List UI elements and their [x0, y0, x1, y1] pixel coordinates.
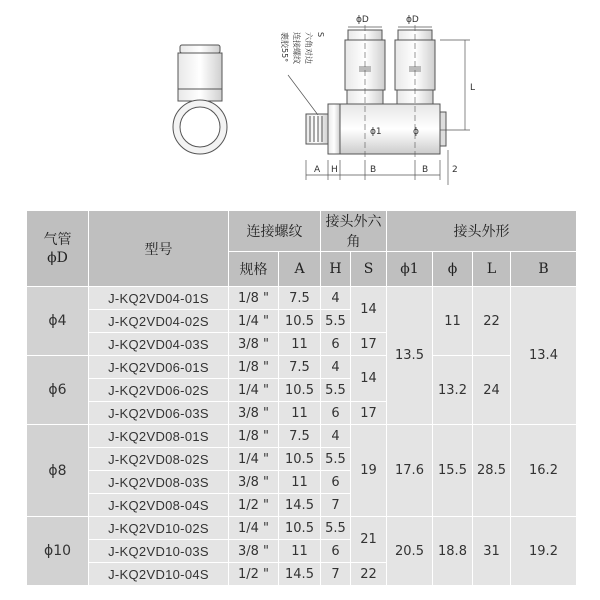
- label-hex: 六角对边: [304, 32, 313, 64]
- label-B1: B: [370, 165, 377, 175]
- model-cell: J-KQ2VD10-02S: [89, 517, 229, 540]
- model-cell: J-KQ2VD06-03S: [89, 402, 229, 425]
- model-cell: J-KQ2VD04-01S: [89, 287, 229, 310]
- tube-size: ϕ8: [27, 425, 89, 517]
- a-cell: 10.5: [279, 379, 321, 402]
- label-B2: B: [422, 165, 429, 175]
- h-cell: 6: [321, 540, 351, 563]
- table-row: [27, 287, 577, 310]
- a-cell: 7.5: [279, 287, 321, 310]
- a-cell: 11: [279, 333, 321, 356]
- header-S: S: [351, 252, 387, 287]
- technical-drawing: [0, 0, 600, 200]
- s-cell: 17: [351, 402, 387, 425]
- h-cell: 5.5: [321, 448, 351, 471]
- fitting-drawing-svg: [0, 0, 600, 200]
- spec-cell: 1/4 ": [229, 379, 279, 402]
- model-cell: J-KQ2VD06-02S: [89, 379, 229, 402]
- side-view: [173, 45, 227, 154]
- spec-cell: 3/8 ": [229, 333, 279, 356]
- a-cell: 7.5: [279, 356, 321, 379]
- b-cell: 19.2: [511, 517, 577, 586]
- h-cell: 7: [321, 563, 351, 586]
- h-cell: 5.5: [321, 379, 351, 402]
- spec-cell: 3/8 ": [229, 402, 279, 425]
- spec-cell: 1/4 ": [229, 517, 279, 540]
- label-S: S: [316, 32, 325, 38]
- spec-cell: 1/8 ": [229, 287, 279, 310]
- model-cell: J-KQ2VD08-04S: [89, 494, 229, 517]
- label-L: L: [470, 83, 476, 93]
- header-model: 型号: [89, 211, 229, 287]
- tube-size: ϕ10: [27, 517, 89, 586]
- label-two: 2: [452, 165, 458, 175]
- l-cell: 31: [473, 517, 511, 586]
- b-cell: 16.2: [511, 425, 577, 517]
- phi-cell: 13.2: [433, 356, 473, 425]
- header-hex-group: 接头外六角: [321, 211, 387, 252]
- h-cell: 4: [321, 356, 351, 379]
- phi1-cell: 13.5: [387, 287, 433, 425]
- a-cell: 7.5: [279, 425, 321, 448]
- header-phi1: ϕ1: [387, 252, 433, 287]
- a-cell: 11: [279, 540, 321, 563]
- h-cell: 5.5: [321, 517, 351, 540]
- spec-cell: 1/8 ": [229, 425, 279, 448]
- model-cell: J-KQ2VD08-02S: [89, 448, 229, 471]
- phi-cell: 18.8: [433, 517, 473, 586]
- l-cell: 22: [473, 287, 511, 356]
- tube-size: ϕ6: [27, 356, 89, 425]
- model-cell: J-KQ2VD10-04S: [89, 563, 229, 586]
- header-tube: 气管 ϕD: [27, 211, 89, 287]
- a-cell: 11: [279, 402, 321, 425]
- l-cell: 24: [473, 356, 511, 425]
- model-cell: J-KQ2VD06-01S: [89, 356, 229, 379]
- header-thread-group: 连接螺纹: [229, 211, 321, 252]
- label-phi: ϕ: [413, 127, 419, 137]
- header-shape-group: 接头外形: [387, 211, 577, 252]
- table-row: [27, 517, 577, 540]
- header-spec: 规格: [229, 252, 279, 287]
- label-A: A: [314, 165, 321, 175]
- header-row-1: [27, 211, 577, 252]
- front-view: [306, 25, 446, 160]
- model-cell: J-KQ2VD10-03S: [89, 540, 229, 563]
- s-cell: 21: [351, 517, 387, 563]
- label-phiD-1: ϕD: [356, 15, 369, 25]
- spec-cell: 1/2 ": [229, 494, 279, 517]
- a-cell: 10.5: [279, 517, 321, 540]
- l-cell: 28.5: [473, 425, 511, 517]
- model-cell: J-KQ2VD04-02S: [89, 310, 229, 333]
- table-row: [27, 425, 577, 448]
- spec-cell: 1/2 ": [229, 563, 279, 586]
- h-cell: 5.5: [321, 310, 351, 333]
- table-row: [27, 356, 577, 379]
- b-cell: 13.4: [511, 287, 577, 425]
- spec-cell: 3/8 ": [229, 540, 279, 563]
- a-cell: 10.5: [279, 448, 321, 471]
- label-phi1: ϕ1: [370, 127, 382, 137]
- phi-cell: 15.5: [433, 425, 473, 517]
- label-seal: 裹胶55°: [280, 32, 289, 63]
- h-cell: 7: [321, 494, 351, 517]
- model-cell: J-KQ2VD08-03S: [89, 471, 229, 494]
- header-B: B: [511, 252, 577, 287]
- s-cell: 17: [351, 333, 387, 356]
- spec-cell: 1/8 ": [229, 356, 279, 379]
- spec-cell: 1/4 ": [229, 310, 279, 333]
- s-cell: 14: [351, 356, 387, 402]
- label-phiD-2: ϕD: [406, 15, 419, 25]
- s-cell: 22: [351, 563, 387, 586]
- s-cell: 14: [351, 287, 387, 333]
- header-A: A: [279, 252, 321, 287]
- model-cell: J-KQ2VD08-01S: [89, 425, 229, 448]
- a-cell: 14.5: [279, 494, 321, 517]
- spec-cell: 1/4 ": [229, 448, 279, 471]
- phi1-cell: 17.6: [387, 425, 433, 517]
- h-cell: 4: [321, 425, 351, 448]
- tube-size: ϕ4: [27, 287, 89, 356]
- h-cell: 6: [321, 402, 351, 425]
- header-phi: ϕ: [433, 252, 473, 287]
- h-cell: 6: [321, 333, 351, 356]
- a-cell: 11: [279, 471, 321, 494]
- header-L: L: [473, 252, 511, 287]
- header-H: H: [321, 252, 351, 287]
- phi1-cell: 20.5: [387, 517, 433, 586]
- label-thread: 连接螺纹: [292, 32, 301, 64]
- h-cell: 6: [321, 471, 351, 494]
- spec-table: [26, 210, 577, 586]
- label-H: H: [331, 165, 338, 175]
- a-cell: 14.5: [279, 563, 321, 586]
- phi-cell: 11: [433, 287, 473, 356]
- model-cell: J-KQ2VD04-03S: [89, 333, 229, 356]
- spec-cell: 3/8 ": [229, 471, 279, 494]
- h-cell: 4: [321, 287, 351, 310]
- a-cell: 10.5: [279, 310, 321, 333]
- s-cell: 19: [351, 425, 387, 517]
